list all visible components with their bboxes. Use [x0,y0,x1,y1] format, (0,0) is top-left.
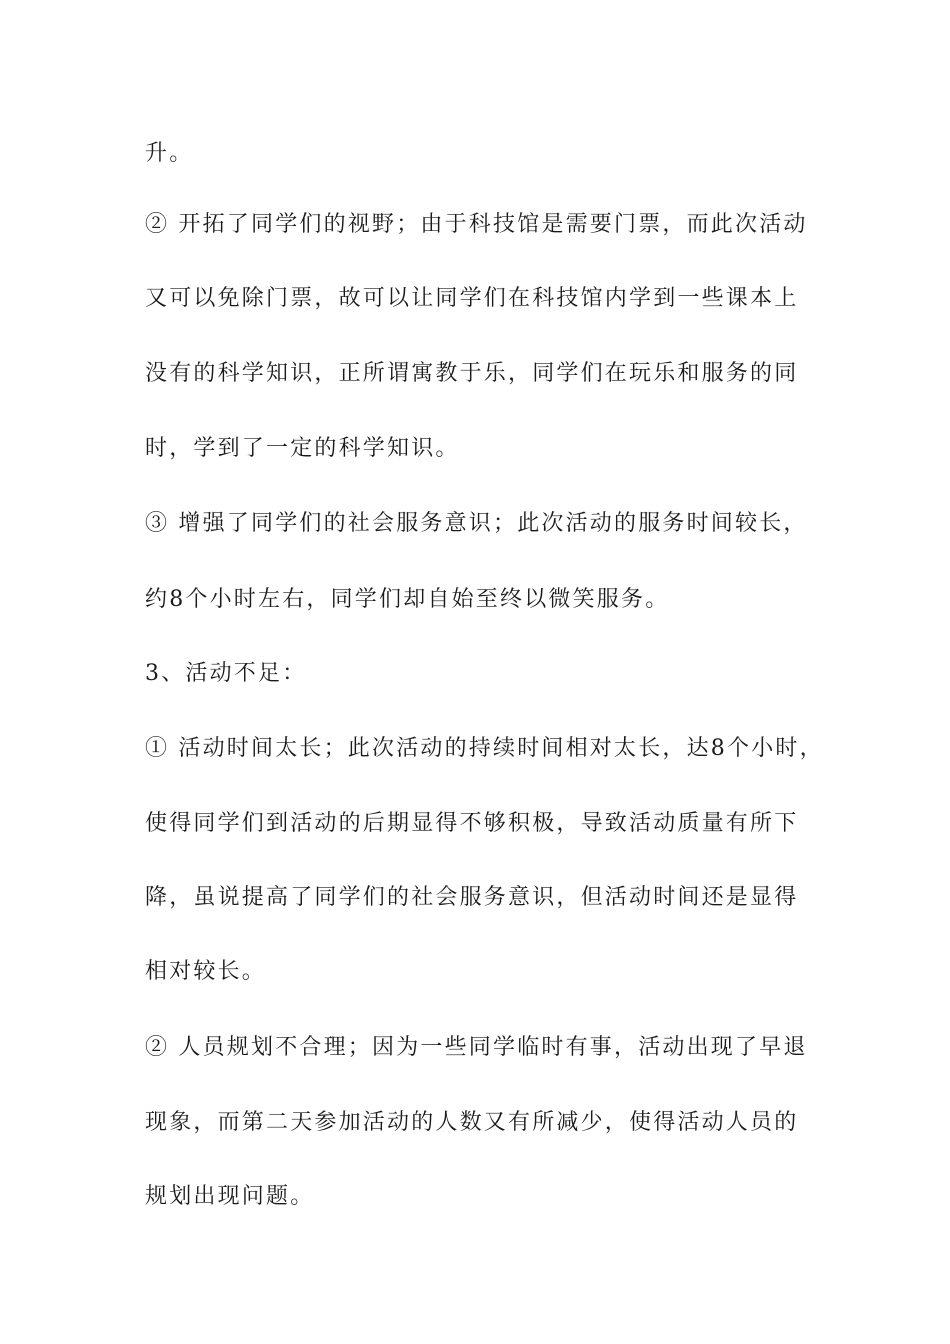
text-line: 约8个小时左右，同学们却自始至终以微笑服务。 [145,587,670,612]
text-line: 又可以免除门票，故可以让同学们在科技馆内学到一些课本上 [145,286,799,311]
text-line-continuation: 升。 [145,141,194,166]
text-line-achievement-2: ② 开拓了同学们的视野；由于科技馆是需要门票，而此次活动 [145,212,808,237]
section-heading-shortcomings: 3、活动不足： [145,661,307,686]
text-line: 降，虽说提高了同学们的社会服务意识，但活动时间还是显得 [145,885,799,910]
text-line-shortcoming-2: ② 人员规划不合理；因为一些同学临时有事，活动出现了早退 [145,1035,808,1060]
text-line: 现象，而第二天参加活动的人数又有所减少，使得活动人员的 [145,1110,799,1135]
text-line: 相对较长。 [145,959,267,984]
text-line-achievement-3: ③ 增强了同学们的社会服务意识；此次活动的服务时间较长， [145,511,808,536]
text-line: 规划出现问题。 [145,1184,315,1209]
text-line: 时，学到了一定的科学知识。 [145,436,460,461]
text-line-shortcoming-1: ① 活动时间太长；此次活动的持续时间相对太长，达8个小时， [145,736,824,761]
text-line: 没有的科学知识，正所谓寓教于乐，同学们在玩乐和服务的同 [145,361,799,386]
text-line: 使得同学们到活动的后期显得不够积极，导致活动质量有所下 [145,811,799,836]
